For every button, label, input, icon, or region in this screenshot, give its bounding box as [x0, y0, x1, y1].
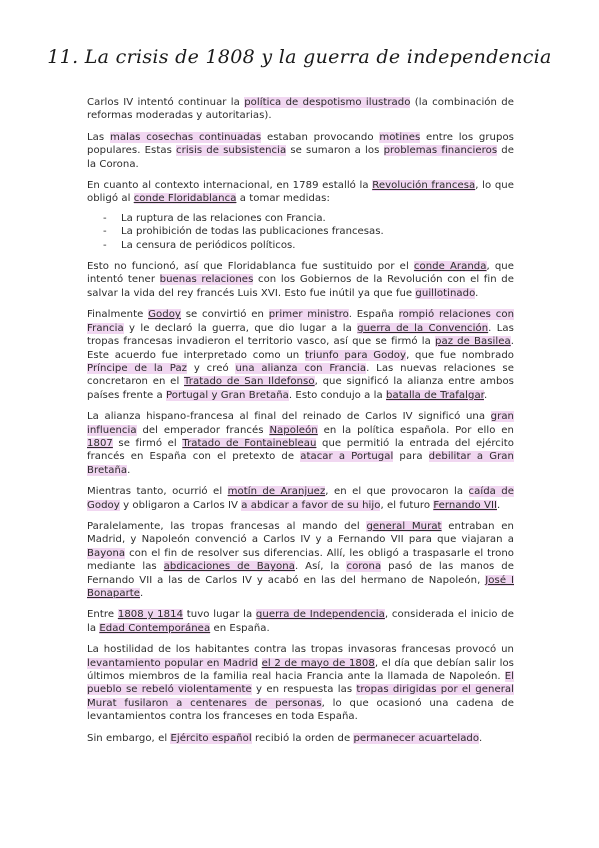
text-segment: .: [127, 464, 131, 476]
text-segment: recibió la orden de: [251, 732, 354, 744]
paragraph: [87, 308, 514, 402]
highlighted-text: guillotinado: [415, 287, 476, 299]
text-segment: en la política española. Por ello en: [317, 424, 514, 436]
text-segment: Sin embargo, el: [87, 732, 171, 744]
text-segment: , el futuro: [380, 499, 434, 511]
highlighted-text: crisis de subsistencia: [176, 145, 287, 157]
text-segment: . Las nuevas relaciones se concretaron en el: [87, 362, 515, 388]
highlighted-text: conde Floridablanca: [133, 193, 237, 205]
highlighted-text: guerra de la Convención: [357, 322, 489, 334]
text-segment: , que significó la alianza entre ambos países frente a: [87, 376, 514, 401]
text-segment: se convirtió en: [180, 309, 269, 321]
text-segment: que permitió la entrada del ejército francés en España con el pretexto de: [87, 437, 514, 463]
text-segment: y obligaron a Carlos IV: [119, 499, 242, 511]
text-segment: Carlos IV intentó continuar la: [87, 97, 245, 108]
highlighted-text: Ejército español: [170, 732, 252, 744]
text-segment: Esto no funcionó, así que Floridablanca fue sustituido por el: [87, 261, 414, 273]
text-segment: Mientras tanto, ocurrió el: [87, 486, 228, 498]
highlighted-text: Godoy: [148, 309, 181, 321]
highlighted-text: primer ministro: [268, 309, 349, 321]
highlighted-text: motines: [379, 131, 421, 143]
text-segment: se sumaron a los: [286, 145, 384, 157]
text-segment: .: [483, 389, 488, 401]
highlighted-text: 1808 y 1814: [117, 609, 184, 621]
highlighted-text: batalla de Trafalgar: [386, 389, 484, 401]
highlighted-text: Fernando VII: [433, 499, 497, 511]
paragraph: [87, 179, 514, 206]
text-segment: en España.: [210, 622, 270, 634]
highlighted-text: permanecer acuartelado: [353, 732, 479, 744]
text-segment: Paralelamente, las tropas francesas al mando del: [87, 520, 367, 532]
highlighted-text: 1807: [87, 437, 113, 449]
text-segment: a tomar medidas:: [236, 193, 330, 205]
text-segment: y le declaró la guerra, que dio lugar a la: [123, 322, 358, 334]
highlighted-text: Napoleón: [269, 424, 318, 436]
text-segment: , considerada el inicio de la: [87, 609, 514, 634]
paragraph: [87, 131, 514, 171]
highlighted-text: atacar a Portugal: [300, 451, 394, 463]
document-body: [87, 96, 514, 753]
text-segment: y en respuesta las: [251, 684, 357, 696]
text-segment: .: [497, 499, 501, 511]
text-segment: Las: [87, 131, 110, 143]
highlighted-text: José I Bonaparte: [87, 574, 515, 599]
text-segment: . Este acuerdo fue interpretado como un: [87, 336, 514, 361]
highlighted-text: motín de Aranjuez: [227, 486, 326, 498]
highlighted-text: Tratado de San Ildefonso: [184, 376, 315, 388]
highlighted-text: general Murat: [366, 520, 442, 532]
page-title: 11. La crisis de 1808 y la guerra de independencia: [47, 46, 552, 68]
paragraph: [87, 410, 514, 477]
measures-list: [87, 212, 514, 252]
text-segment: , en el que provocaron la: [325, 486, 469, 498]
highlighted-text: Edad Contemporánea: [99, 622, 211, 634]
text-segment: .: [478, 732, 483, 744]
text-segment: Finalmente: [87, 309, 149, 321]
text-segment: Entre: [87, 609, 118, 621]
highlighted-text: rompió relaciones con Francia: [87, 309, 515, 334]
paragraph: [87, 608, 514, 635]
highlighted-text: política de despotismo ilustrado: [244, 97, 411, 108]
text-segment: con el fin de resolver sus diferencias. Allí, les obligó a traspasarle el trono mediante las: [87, 547, 514, 573]
intro-paragraphs: [87, 96, 514, 206]
text-segment: . Esto condujo a la: [288, 389, 387, 401]
text-segment: del emperador francés: [136, 424, 270, 436]
highlighted-text: Revolución francesa: [372, 180, 476, 192]
highlighted-text: triunfo para Godoy: [304, 349, 407, 361]
text-segment: .: [140, 588, 144, 599]
text-segment: estaban provocando: [261, 131, 380, 143]
paragraph: [87, 643, 514, 723]
list-item: - La ruptura de las relaciones con Francia.: [121, 212, 514, 225]
highlighted-text: buenas relaciones: [159, 274, 254, 286]
highlighted-text: debilitar a Gran Bretaña: [87, 451, 514, 476]
highlighted-text: levantamiento popular en Madrid: [87, 657, 259, 669]
text-segment: , el día que debían salir los últimos miembros de la familia real hacia Francia ante la llamada de Napoleón.: [87, 657, 514, 683]
text-segment: , lo que obligó al: [87, 180, 514, 205]
text-segment: entre los grupos populares. Estas: [87, 131, 514, 157]
text-segment: de la Corona.: [87, 145, 515, 170]
highlighted-text: Tratado de Fontainebleau: [182, 437, 317, 449]
main-paragraphs: [87, 260, 514, 745]
text-segment: entraban en Madrid, y Napoleón convenció a Carlos IV y a Fernando VII para que viajaran a: [87, 520, 515, 546]
paragraph: [87, 260, 514, 300]
text-segment: .: [475, 287, 479, 299]
text-segment: con los Gobiernos de la Revolución con el fin de salvar la vida del rey francés Luis XVI. Esto fue inútil ya que fue: [87, 274, 514, 299]
highlighted-text: tropas dirigidas por el general Murat fusilaron a centenares de personas: [87, 684, 514, 709]
text-segment: , que intentó tener: [87, 261, 515, 286]
text-segment: se firmó el: [112, 437, 183, 449]
highlighted-text: malas cosechas continuadas: [109, 131, 262, 143]
text-segment: tuvo lugar la: [183, 609, 256, 621]
text-segment: En cuanto al contexto internacional, en 1789 estalló la: [87, 180, 373, 192]
text-segment: La hostilidad de los habitantes contra las tropas invasoras francesas provocó un: [87, 644, 514, 656]
text-segment: . España: [348, 309, 399, 321]
paragraph: [87, 96, 514, 123]
highlighted-text: guerra de Independencia: [255, 609, 385, 621]
highlighted-text: Príncipe de la Paz: [87, 362, 188, 374]
list-item: - La censura de periódicos políticos.: [121, 239, 514, 252]
paragraph: [87, 520, 514, 600]
highlighted-text: conde Aranda: [413, 261, 487, 273]
text-segment: . Así, la: [294, 561, 347, 573]
highlighted-text: el 2 de mayo de 1808: [261, 657, 375, 669]
list-item: - La prohibición de todas las publicaciones francesas.: [121, 225, 514, 238]
text-segment: (la combinación de reformas moderadas y autoritarias).: [87, 97, 514, 122]
text-segment: pasó de las manos de Fernando VII a las de Carlos IV y acabó en las del hermano de Napoleón,: [87, 561, 514, 586]
highlighted-text: a abdicar a favor de su hijo: [241, 499, 381, 511]
text-segment: y creó: [187, 362, 236, 374]
text-segment: , lo que ocasionó una cadena de levantamientos contra los franceses en toda España.: [87, 697, 514, 723]
highlighted-text: corona: [346, 561, 382, 573]
highlighted-text: problemas financieros: [383, 145, 498, 157]
highlighted-text: El pueblo se rebeló violentamente: [87, 671, 514, 696]
highlighted-text: abdicaciones de Bayona: [163, 561, 295, 573]
highlighted-text: una alianza con Francia: [235, 362, 367, 374]
highlighted-text: Portugal y Gran Bretaña: [166, 389, 289, 401]
text-segment: , que fue nombrado: [406, 349, 515, 361]
text-segment: . Las tropas francesas invadieron el territorio vasco, así que se firmó la: [87, 322, 514, 348]
paragraph: [87, 732, 514, 745]
text-segment: La alianza hispano-francesa al final del reinado de Carlos IV significó una: [87, 411, 491, 423]
highlighted-text: paz de Basilea: [435, 336, 511, 348]
text-segment: para: [393, 451, 429, 463]
highlighted-text: Bayona: [87, 547, 126, 559]
highlighted-text: gran influencia: [87, 411, 514, 436]
paragraph: [87, 485, 514, 512]
highlighted-text: caída de Godoy: [87, 486, 515, 511]
